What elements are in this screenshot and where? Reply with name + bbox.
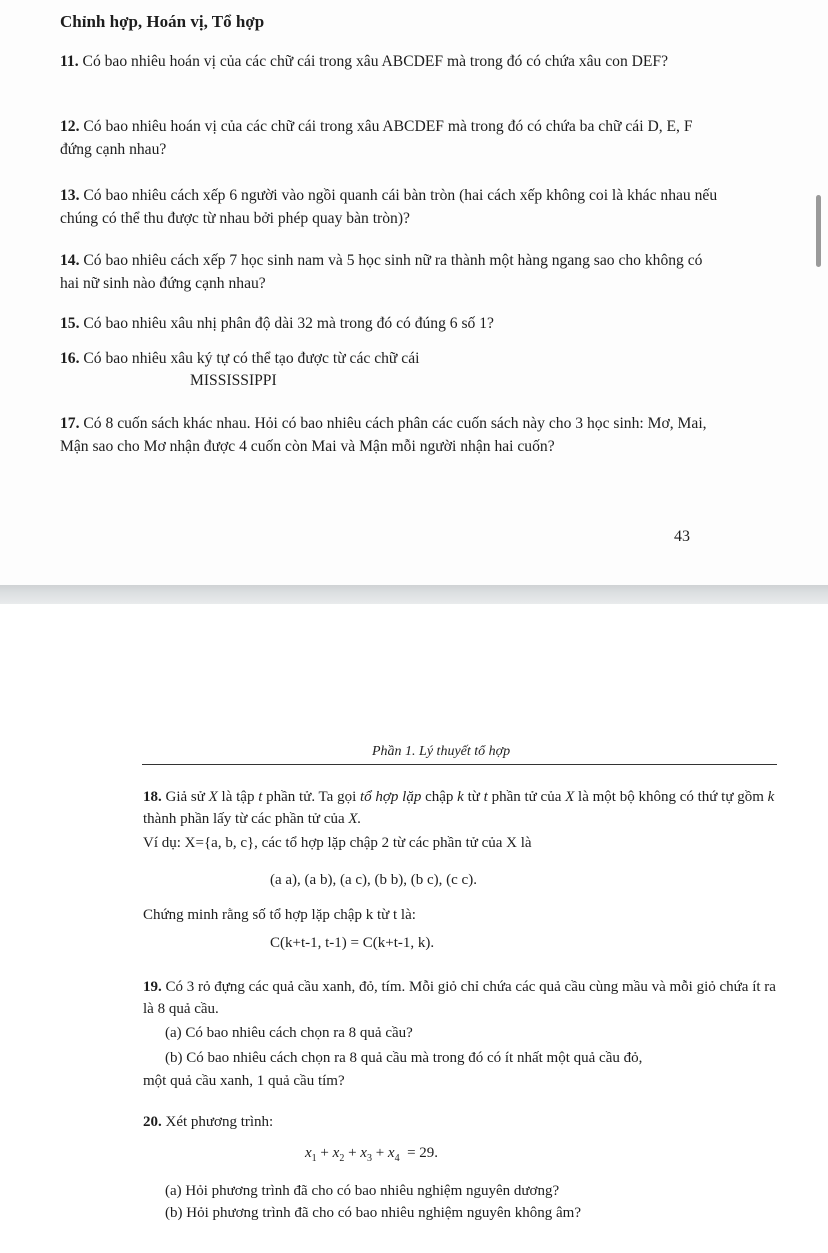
question-16 [60, 347, 720, 370]
var-x: x [332, 1145, 340, 1161]
word-mississippi: MISSISSIPPI [190, 372, 277, 389]
question-number: 16. [60, 350, 80, 367]
question-19a: (a) Có bao nhiêu cách chọn ra 8 quả cầu? [165, 1025, 413, 1041]
question-20 [143, 1111, 783, 1133]
question-text: Có bao nhiêu xâu ký tự có thể tạo được từ các chữ cái [79, 350, 420, 367]
question-text: Có bao nhiêu cách xếp 6 người vào ngồi quanh cái bàn tròn (hai cách xếp không coi là khác nhau nếu chúng có thể thu được từ nhau bởi phép quay bàn tròn)? [60, 187, 718, 227]
question-number: 17. [60, 415, 80, 432]
var-x: x [387, 1145, 395, 1161]
var-t: t [483, 789, 488, 805]
var-k: k [457, 789, 464, 805]
question-11 [60, 50, 720, 73]
var-x: x [360, 1145, 367, 1161]
example-line: Ví dụ: X={a, b, c}, các tổ hợp lặp chập 2 từ các phần tử của X là [143, 835, 532, 851]
question-number: 13. [60, 187, 80, 204]
question-text: Có bao nhiêu cách xếp 7 học sinh nam và 5 học sinh nữ ra thành một hàng ngang sao cho không có hai nữ sinh nào đứng cạnh nhau? [60, 252, 703, 292]
text: Giả sử [161, 789, 209, 805]
question-number: 20. [143, 1114, 162, 1130]
text: thành phần lấy từ các phần tử của [143, 811, 349, 827]
var-x: X [208, 789, 218, 805]
question-20a: (a) Hỏi phương trình đã cho có bao nhiêu nghiệm nguyên dương? [165, 1183, 560, 1199]
question-20b: (b) Hỏi phương trình đã cho có bao nhiêu nghiệm nguyên không âm? [165, 1205, 581, 1221]
text: là tập [217, 789, 259, 805]
subscript: 1 [311, 1153, 317, 1164]
plus: + [320, 1145, 329, 1161]
term-emphasis: tổ hợp lặp [360, 789, 422, 805]
question-number: 12. [60, 118, 80, 135]
formula-line: C(k+t-1, t-1) = C(k+t-1, k). [270, 935, 435, 951]
section-heading: Chỉnh hợp, Hoán vị, Tổ hợp [60, 12, 265, 31]
subscript: 4 [394, 1153, 400, 1164]
page-43 [0, 0, 828, 585]
question-text: Có bao nhiêu hoán vị của các chữ cái trong xâu ABCDEF mà trong đó có chứa ba chữ cái D, E, F đứng cạnh nhau? [60, 118, 693, 158]
var-x: x [305, 1145, 312, 1161]
question-text: Xét phương trình: [161, 1114, 274, 1130]
question-number: 11. [60, 53, 79, 70]
header-rule [142, 764, 777, 765]
var-k: k [767, 789, 775, 805]
plus: + [348, 1145, 357, 1161]
question-18 [143, 786, 783, 830]
question-text: Có 3 rỏ đựng các quả cầu xanh, đỏ, tím. Mỗi giỏ chỉ chứa các quả cầu cùng mầu và mỗi giỏ chứa ít ra là 8 quả cầu. [143, 979, 776, 1017]
question-15 [60, 312, 720, 335]
question-text: Có bao nhiêu hoán vị của các chữ cái trong xâu ABCDEF mà trong đó có chứa xâu con DEF? [78, 53, 669, 70]
equation-rhs: = 29. [407, 1145, 439, 1161]
question-number: 18. [143, 789, 162, 805]
plus: + [375, 1145, 385, 1161]
scrollbar-thumb[interactable] [816, 195, 821, 267]
question-19b-line1: (b) Có bao nhiêu cách chọn ra 8 quả cầu mà trong đó có ít nhất một quả cầu đỏ, [165, 1050, 643, 1066]
var-t: t [258, 789, 263, 805]
question-text: Có 8 cuốn sách khác nhau. Hỏi có bao nhiêu cách phân các cuốn sách này cho 3 học sinh: Mơ, Mai, Mận sao cho Mơ nhận được 4 cuốn còn Mai và Mận mỗi người nhận hai cuốn? [60, 415, 707, 455]
page-separator [0, 585, 828, 604]
prove-line: Chứng minh rằng số tổ hợp lặp chập k từ t là: [143, 907, 416, 923]
question-14 [60, 249, 720, 295]
var-x: X [565, 789, 575, 805]
text: là một bộ không có thứ tự gồm [574, 789, 768, 805]
subscript: 3 [366, 1153, 372, 1164]
text: chập [421, 789, 458, 805]
question-17 [60, 412, 720, 458]
question-number: 14. [60, 252, 80, 269]
question-19 [143, 976, 783, 1020]
subscript: 2 [339, 1153, 345, 1164]
text: phần tử của [487, 789, 566, 805]
text: từ [463, 789, 484, 805]
question-13 [60, 184, 720, 230]
question-19b-line2: một quả cầu xanh, 1 quả cầu tím? [143, 1073, 345, 1089]
question-number: 15. [60, 315, 80, 332]
question-text: Có bao nhiêu xâu nhị phân độ dài 32 mà trong đó có đúng 6 số 1? [79, 315, 494, 332]
combos-line: (a a), (a b), (a c), (b b), (b c), (c c). [270, 872, 477, 888]
running-head: Phần 1. Lý thuyết tổ hợp [372, 744, 511, 759]
var-x: X. [348, 811, 362, 827]
equation-line [305, 1145, 438, 1164]
question-number: 19. [143, 979, 162, 995]
question-12 [60, 115, 720, 161]
page-number: 43 [674, 528, 690, 545]
text: phần tử. Ta gọi [262, 789, 360, 805]
